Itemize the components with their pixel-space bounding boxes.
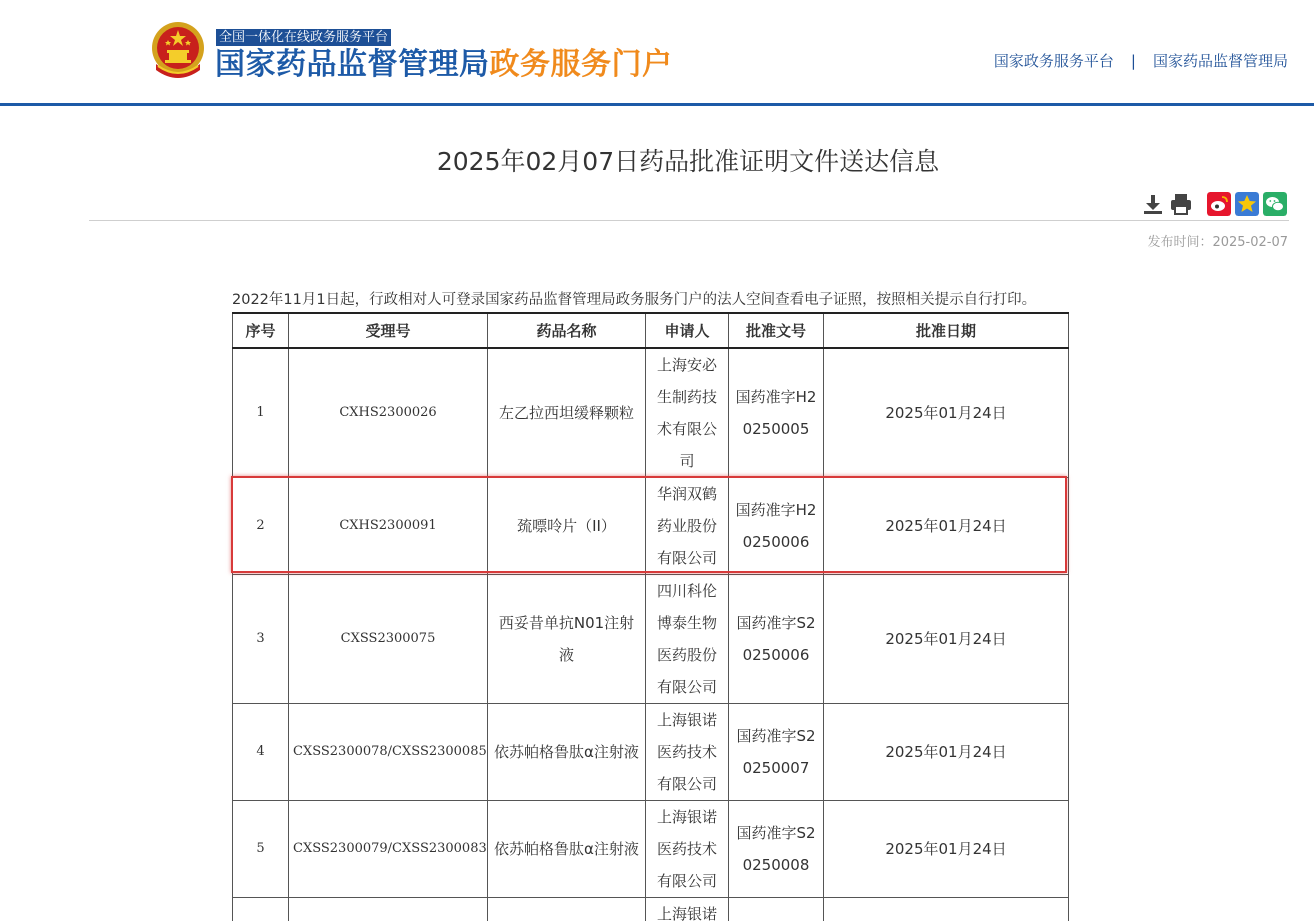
weibo-share-icon[interactable] bbox=[1207, 192, 1231, 216]
col-header-accept-no: 受理号 bbox=[289, 313, 488, 348]
wechat-share-icon[interactable] bbox=[1263, 192, 1287, 216]
table-row bbox=[233, 898, 1069, 921]
cell-approval-no: 国药准字H20250005 bbox=[729, 348, 824, 478]
cell-approval-no bbox=[729, 898, 824, 921]
print-icon[interactable] bbox=[1169, 192, 1193, 216]
cell-drug-name: 左乙拉西坦缓释颗粒 bbox=[488, 348, 646, 478]
cell-no: 1 bbox=[233, 348, 289, 478]
approval-table bbox=[232, 312, 1069, 921]
cell-applicant: 上海银诺医药技术有限公司 bbox=[646, 704, 729, 801]
site-brand[interactable] bbox=[215, 46, 673, 84]
cell-no: 5 bbox=[233, 801, 289, 898]
cell-accept-no: CXHS2300091 bbox=[289, 478, 488, 575]
cell-accept-no: CXSS2300079/CXSS2300083 bbox=[289, 801, 488, 898]
cell-applicant: 上海银诺医药技术有限公司 bbox=[646, 801, 729, 898]
cell-approval-no: 国药准字S20250008 bbox=[729, 801, 824, 898]
cell-accept-no: CXSS2300078/CXSS2300085 bbox=[289, 704, 488, 801]
cell-applicant: 四川科伦博泰生物医药股份有限公司 bbox=[646, 575, 729, 704]
page-title: 2025年02月07日药品批准证明文件送达信息 bbox=[436, 147, 940, 176]
table-row bbox=[233, 801, 1069, 898]
cell-drug-name bbox=[488, 898, 646, 921]
cell-no: 3 bbox=[233, 575, 289, 704]
table-header-row bbox=[233, 313, 1069, 348]
col-header-drug-name: 药品名称 bbox=[488, 313, 646, 348]
cell-approval-date: 2025年01月24日 bbox=[824, 478, 1069, 575]
table-row bbox=[233, 704, 1069, 801]
cell-applicant: 华润双鹤药业股份有限公司 bbox=[646, 478, 729, 575]
title-divider bbox=[89, 220, 1289, 221]
publish-time: 发布时间：2025-02-07 bbox=[1147, 235, 1288, 250]
cell-approval-date: 2025年01月24日 bbox=[824, 704, 1069, 801]
notice-text: 2022年11月1日起，行政相对人可登录国家药品监督管理局政务服务门户的法人空间查看电子证照，按照相关提示自行打印。 bbox=[232, 292, 1037, 308]
table-row bbox=[233, 348, 1069, 478]
link-nmpa[interactable]: 国家药品监督管理局 bbox=[1152, 52, 1288, 70]
brand-main-text: 国家药品监督管理局 bbox=[215, 47, 490, 82]
cell-approval-date: 2025年01月24日 bbox=[824, 348, 1069, 478]
platform-tagline: 全国一体化在线政务服务平台 bbox=[216, 29, 391, 46]
brand-accent-text: 政务服务门户 bbox=[489, 47, 673, 82]
cell-drug-name: 依苏帕格鲁肽α注射液 bbox=[488, 801, 646, 898]
cell-applicant: 上海银诺 bbox=[646, 898, 729, 921]
cell-approval-no: 国药准字S20250007 bbox=[729, 704, 824, 801]
col-header-applicant: 申请人 bbox=[646, 313, 729, 348]
site-header bbox=[0, 0, 1314, 106]
cell-accept-no: CXHS2300026 bbox=[289, 348, 488, 478]
qzone-share-icon[interactable] bbox=[1235, 192, 1259, 216]
top-links bbox=[994, 50, 1288, 71]
national-emblem-icon bbox=[150, 20, 206, 82]
table-row bbox=[233, 478, 1069, 575]
cell-accept-no bbox=[289, 898, 488, 921]
download-icon[interactable] bbox=[1141, 192, 1165, 216]
cell-approval-date: 2025年01月24日 bbox=[824, 801, 1069, 898]
link-national-gov-platform[interactable]: 国家政务服务平台 bbox=[993, 52, 1114, 70]
cell-approval-date bbox=[824, 898, 1069, 921]
cell-drug-name: 依苏帕格鲁肽α注射液 bbox=[488, 704, 646, 801]
cell-accept-no: CXSS2300075 bbox=[289, 575, 488, 704]
cell-approval-date: 2025年01月24日 bbox=[824, 575, 1069, 704]
link-separator: | bbox=[1130, 52, 1136, 70]
col-header-no: 序号 bbox=[233, 313, 289, 348]
cell-applicant: 上海安必生制药技术有限公司 bbox=[646, 348, 729, 478]
cell-no: 4 bbox=[233, 704, 289, 801]
table-row bbox=[233, 575, 1069, 704]
cell-no bbox=[233, 898, 289, 921]
cell-drug-name: 西妥昔单抗N01注射液 bbox=[488, 575, 646, 704]
cell-drug-name: 巯嘌呤片（II） bbox=[488, 478, 646, 575]
cell-approval-no: 国药准字H20250006 bbox=[729, 478, 824, 575]
cell-no: 2 bbox=[233, 478, 289, 575]
col-header-approval-no: 批准文号 bbox=[729, 313, 824, 348]
cell-approval-no: 国药准字S20250006 bbox=[729, 575, 824, 704]
col-header-approval-date: 批准日期 bbox=[824, 313, 1069, 348]
